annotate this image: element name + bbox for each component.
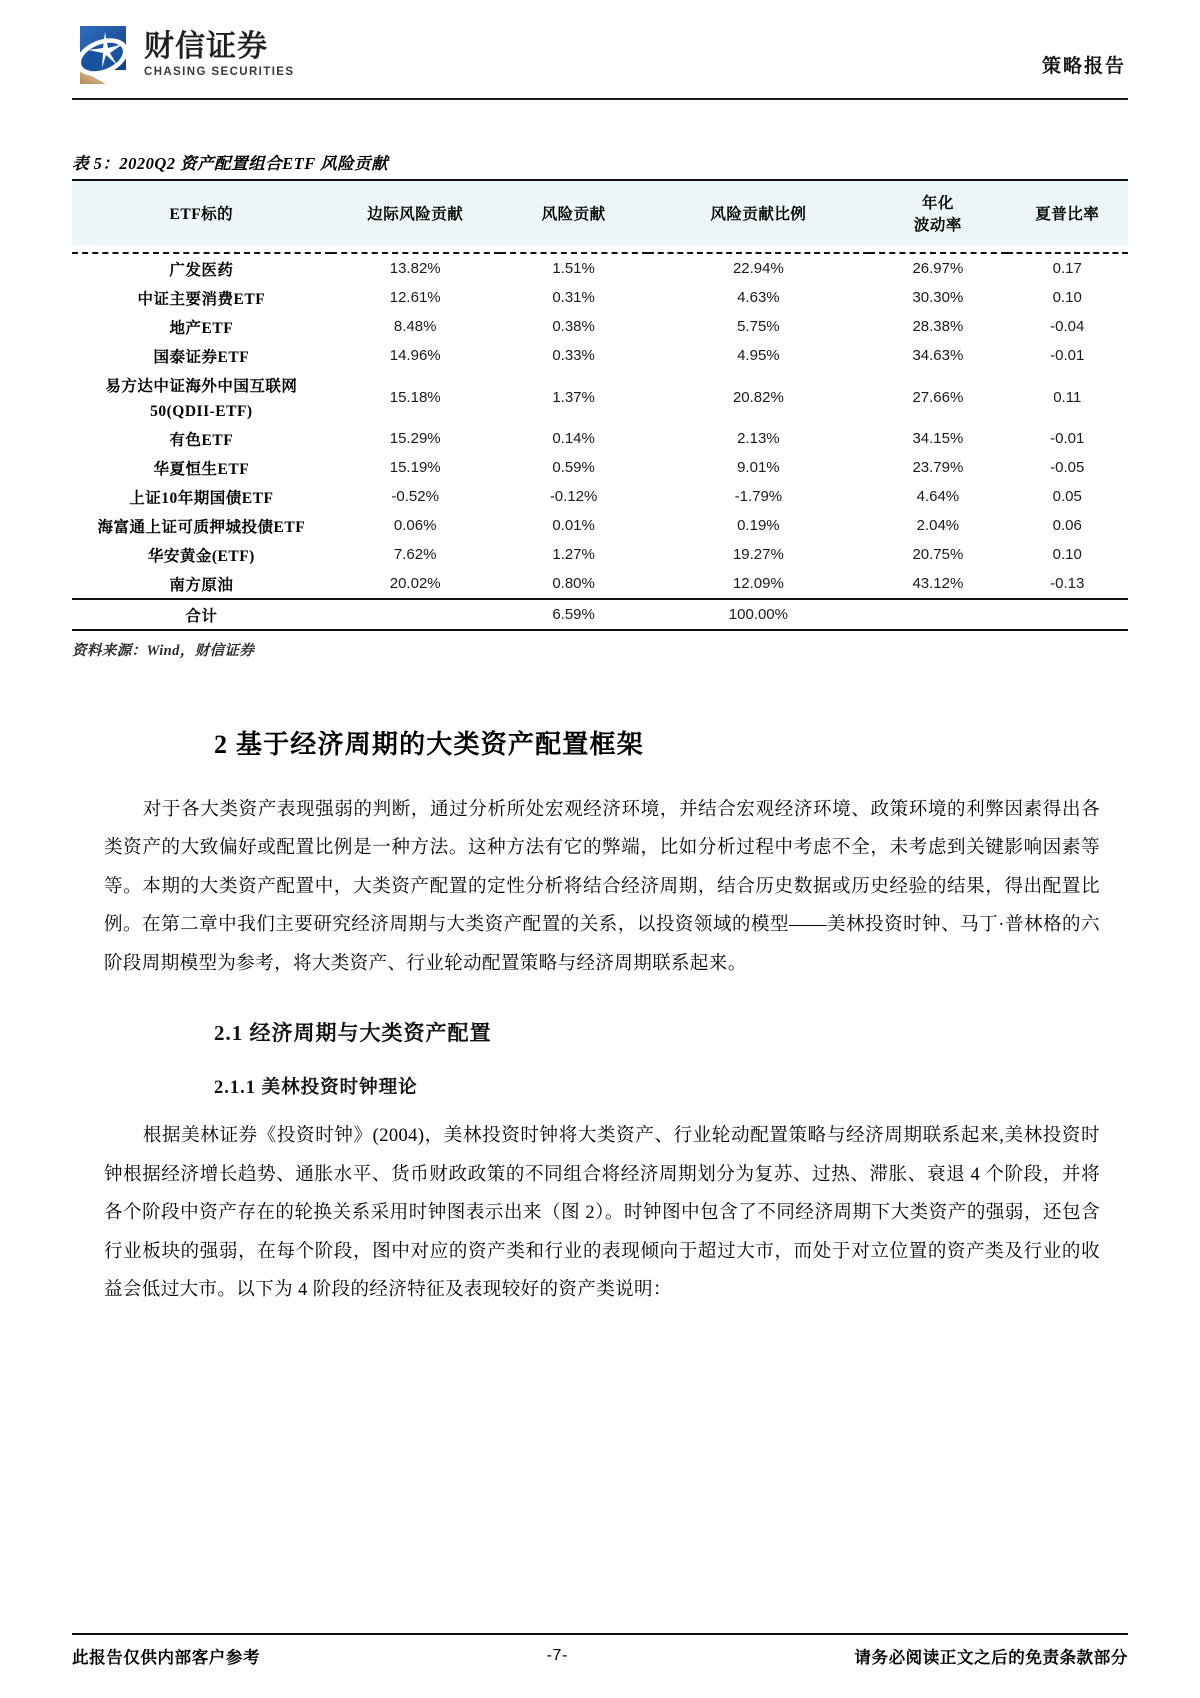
cell-total-vol: [869, 599, 1006, 629]
cell-contrib: 0.14%: [552, 430, 595, 447]
cell-marginal: 15.18%: [389, 388, 441, 406]
page-number: -7-: [546, 1647, 568, 1664]
col-header-marginal-risk: 边际风险贡献: [331, 180, 500, 245]
chasing-securities-logo-icon: [72, 24, 134, 86]
cell-ratio: 5.75%: [737, 318, 780, 335]
table-total-row: [72, 599, 1128, 629]
table-row: [72, 253, 1128, 283]
table-header-row: [72, 180, 1128, 245]
cell-sharpe: -0.01: [1050, 430, 1085, 447]
cell-ratio: 2.13%: [737, 430, 780, 447]
cell-marginal: -0.52%: [391, 488, 439, 505]
cell-ratio: 12.09%: [732, 575, 784, 592]
col-header-sharpe: 夏普比率: [1007, 180, 1128, 245]
cell-total-sharpe: [1007, 599, 1128, 629]
cell-etf-name: 中证主要消费ETF: [137, 290, 266, 308]
cell-etf-name: 国泰证券ETF: [153, 348, 250, 366]
table-row: [72, 569, 1128, 599]
footer-left-note: 此报告仅供内部客户参考: [72, 1648, 261, 1667]
table-row: [72, 540, 1128, 569]
col-header-annual-volatility: [869, 180, 1006, 245]
cell-etf-name: 地产ETF: [169, 319, 234, 337]
section-heading-2: 2 基于经济周期的大类资产配置框架: [214, 730, 644, 759]
table-row: [72, 453, 1128, 482]
section-heading-2-1-1: 2.1.1 美林投资时钟理论: [214, 1078, 418, 1099]
cell-marginal: 7.62%: [393, 546, 437, 563]
page-footer: [72, 1633, 1128, 1668]
cell-vol: 20.75%: [912, 546, 964, 563]
cell-marginal: 13.82%: [389, 260, 441, 277]
header-divider: [72, 98, 1128, 100]
col-header-risk-contribution: 风险贡献: [500, 180, 648, 245]
table-row: [72, 312, 1128, 341]
cell-ratio: 4.95%: [737, 347, 780, 364]
cell-etf-name: 上证10年期国债ETF: [129, 489, 274, 507]
cell-contrib: 0.38%: [552, 318, 595, 335]
page-header: [72, 0, 1128, 96]
footer-right-note: 请务必阅读正文之后的免责条款部分: [854, 1648, 1128, 1667]
cell-contrib: 0.59%: [552, 459, 595, 476]
cell-total-contrib: 6.59%: [500, 599, 648, 629]
cell-ratio: 9.01%: [737, 459, 780, 476]
cell-vol: 28.38%: [912, 318, 964, 335]
cell-contrib: 1.51%: [552, 260, 595, 277]
cell-etf-name-line2: 50(QDII-ETF): [150, 402, 253, 420]
cell-ratio: -1.79%: [734, 488, 783, 505]
cell-sharpe: 0.05: [1052, 488, 1082, 505]
table-row: [72, 482, 1128, 511]
cell-vol: 2.04%: [916, 517, 960, 534]
cell-vol: 23.79%: [912, 459, 964, 476]
cell-ratio: 22.94%: [732, 260, 784, 277]
cell-vol: 4.64%: [916, 488, 960, 505]
cell-etf-name: 南方原油: [169, 576, 234, 594]
col-header-etf: ETF标的: [72, 180, 331, 245]
cell-vol: 34.15%: [912, 430, 964, 447]
cell-contrib: 0.80%: [552, 575, 595, 592]
cell-etf-name-line1: 易方达中证海外中国互联网: [105, 377, 298, 395]
cell-ratio: 20.82%: [732, 388, 784, 406]
col-header-risk-ratio: 风险贡献比例: [648, 180, 870, 245]
cell-contrib: 0.01%: [552, 517, 595, 534]
logo-company-name-en: CHASING SECURITIES: [144, 65, 295, 78]
cell-etf-name: 华安黄金(ETF): [147, 547, 255, 565]
cell-sharpe: -0.01: [1050, 347, 1085, 364]
etf-risk-contribution-table-block: [72, 150, 1128, 660]
cell-contrib: 1.27%: [552, 546, 595, 563]
table-row: [72, 370, 1128, 399]
cell-contrib: 0.33%: [552, 347, 595, 364]
cell-vol: 34.63%: [912, 347, 964, 364]
section-heading-2-1: 2.1 经济周期与大类资产配置: [214, 1021, 492, 1046]
paragraph-1: 对于各大类资产表现强弱的判断，通过分析所处宏观经济环境，并结合宏观经济环境、政策环境的利弊因素得出各类资产的大致偏好或配置比例是一种方法。这种方法有它的弊端，比如分析过程中考虑不全，未考虑到关键影响因素等等。本期的大类资产配置中，大类资产配置的定性分析将结合经济周期，结合历史数据或历史经验的结果，得出配置比例。在第二章中我们主要研究经济周期与大类资产配置的关系，以投资领域的模型——美林投资时钟、马丁·普林格的六阶段周期模型为参考，将大类资产、行业轮动配置策略与经济周期联系起来。: [104, 800, 1100, 974]
document-body: [72, 724, 1128, 1310]
cell-ratio: 4.63%: [737, 289, 780, 306]
table-header-dashed-divider: [72, 245, 1128, 253]
cell-total-label: 合计: [72, 599, 331, 629]
cell-marginal: 14.96%: [389, 347, 441, 364]
cell-etf-name: 海富通上证可质押城投债ETF: [97, 518, 306, 536]
cell-ratio: 19.27%: [732, 546, 784, 563]
report-type-label: 策略报告: [1041, 55, 1126, 77]
cell-vol: 27.66%: [912, 388, 964, 406]
cell-contrib: 1.37%: [552, 388, 595, 406]
cell-sharpe: 0.10: [1052, 289, 1082, 306]
cell-marginal: 15.29%: [389, 430, 441, 447]
cell-marginal: 0.06%: [393, 517, 437, 534]
cell-sharpe: -0.05: [1050, 459, 1085, 476]
cell-ratio: 0.19%: [737, 517, 780, 534]
cell-marginal: 12.61%: [389, 289, 441, 306]
cell-vol: 30.30%: [912, 289, 964, 306]
cell-etf-name: 华夏恒生ETF: [153, 460, 250, 478]
cell-sharpe: 0.06: [1052, 517, 1082, 534]
cell-total-ratio: 100.00%: [648, 599, 870, 629]
cell-etf-name: 广发医药: [169, 261, 234, 279]
table-row: [72, 424, 1128, 453]
cell-marginal: 15.19%: [389, 459, 441, 476]
table-caption: 表 5：2020Q2 资产配置组合ETF 风险贡献: [72, 154, 389, 173]
cell-marginal: 20.02%: [389, 575, 441, 592]
paragraph-2: 根据美林证券《投资时钟》(2004)，美林投资时钟将大类资产、行业轮动配置策略与经济周期联系起来,美林投资时钟根据经济增长趋势、通胀水平、货币财政政策的不同组合将经济周期划分为复苏、过热、滞胀、衰退 4 个阶段，并将各个阶段中资产存在的轮换关系采用时钟图表示出来（图 2）。时钟图中包含了不同经济周期下大类资产的强弱，还包含行业板块的强弱，在每个阶段，图中对应的资产类和行业的表现倾向于超过大市，而处于对立位置的资产类及行业的收益会低过大市。以下为 4 阶段的经济特征及表现较好的资产类说明：: [104, 1126, 1100, 1301]
company-logo: [72, 24, 294, 86]
cell-sharpe: -0.04: [1050, 318, 1085, 335]
cell-vol: 43.12%: [912, 575, 964, 592]
cell-sharpe: -0.13: [1050, 575, 1085, 592]
cell-sharpe: 0.17: [1052, 260, 1082, 277]
cell-etf-name: 有色ETF: [169, 431, 234, 449]
col-header-annual-volatility-line2: 波动率: [913, 217, 962, 234]
cell-vol: 26.97%: [912, 260, 964, 277]
cell-total-marginal: [331, 599, 500, 629]
table-row: [72, 341, 1128, 370]
etf-risk-table: [72, 179, 1128, 629]
table-source-note: 资料来源：Wind，财信证券: [72, 643, 255, 659]
table-row: [72, 511, 1128, 540]
cell-contrib: 0.31%: [552, 289, 595, 306]
cell-sharpe: 0.10: [1052, 546, 1082, 563]
cell-contrib: -0.12%: [549, 488, 598, 505]
cell-sharpe: 0.11: [1053, 388, 1082, 406]
col-header-annual-volatility-line1: 年化: [921, 195, 954, 212]
cell-marginal: 8.48%: [393, 318, 437, 335]
logo-company-name-cn: 财信证券: [144, 29, 268, 63]
table-row: [72, 283, 1128, 312]
